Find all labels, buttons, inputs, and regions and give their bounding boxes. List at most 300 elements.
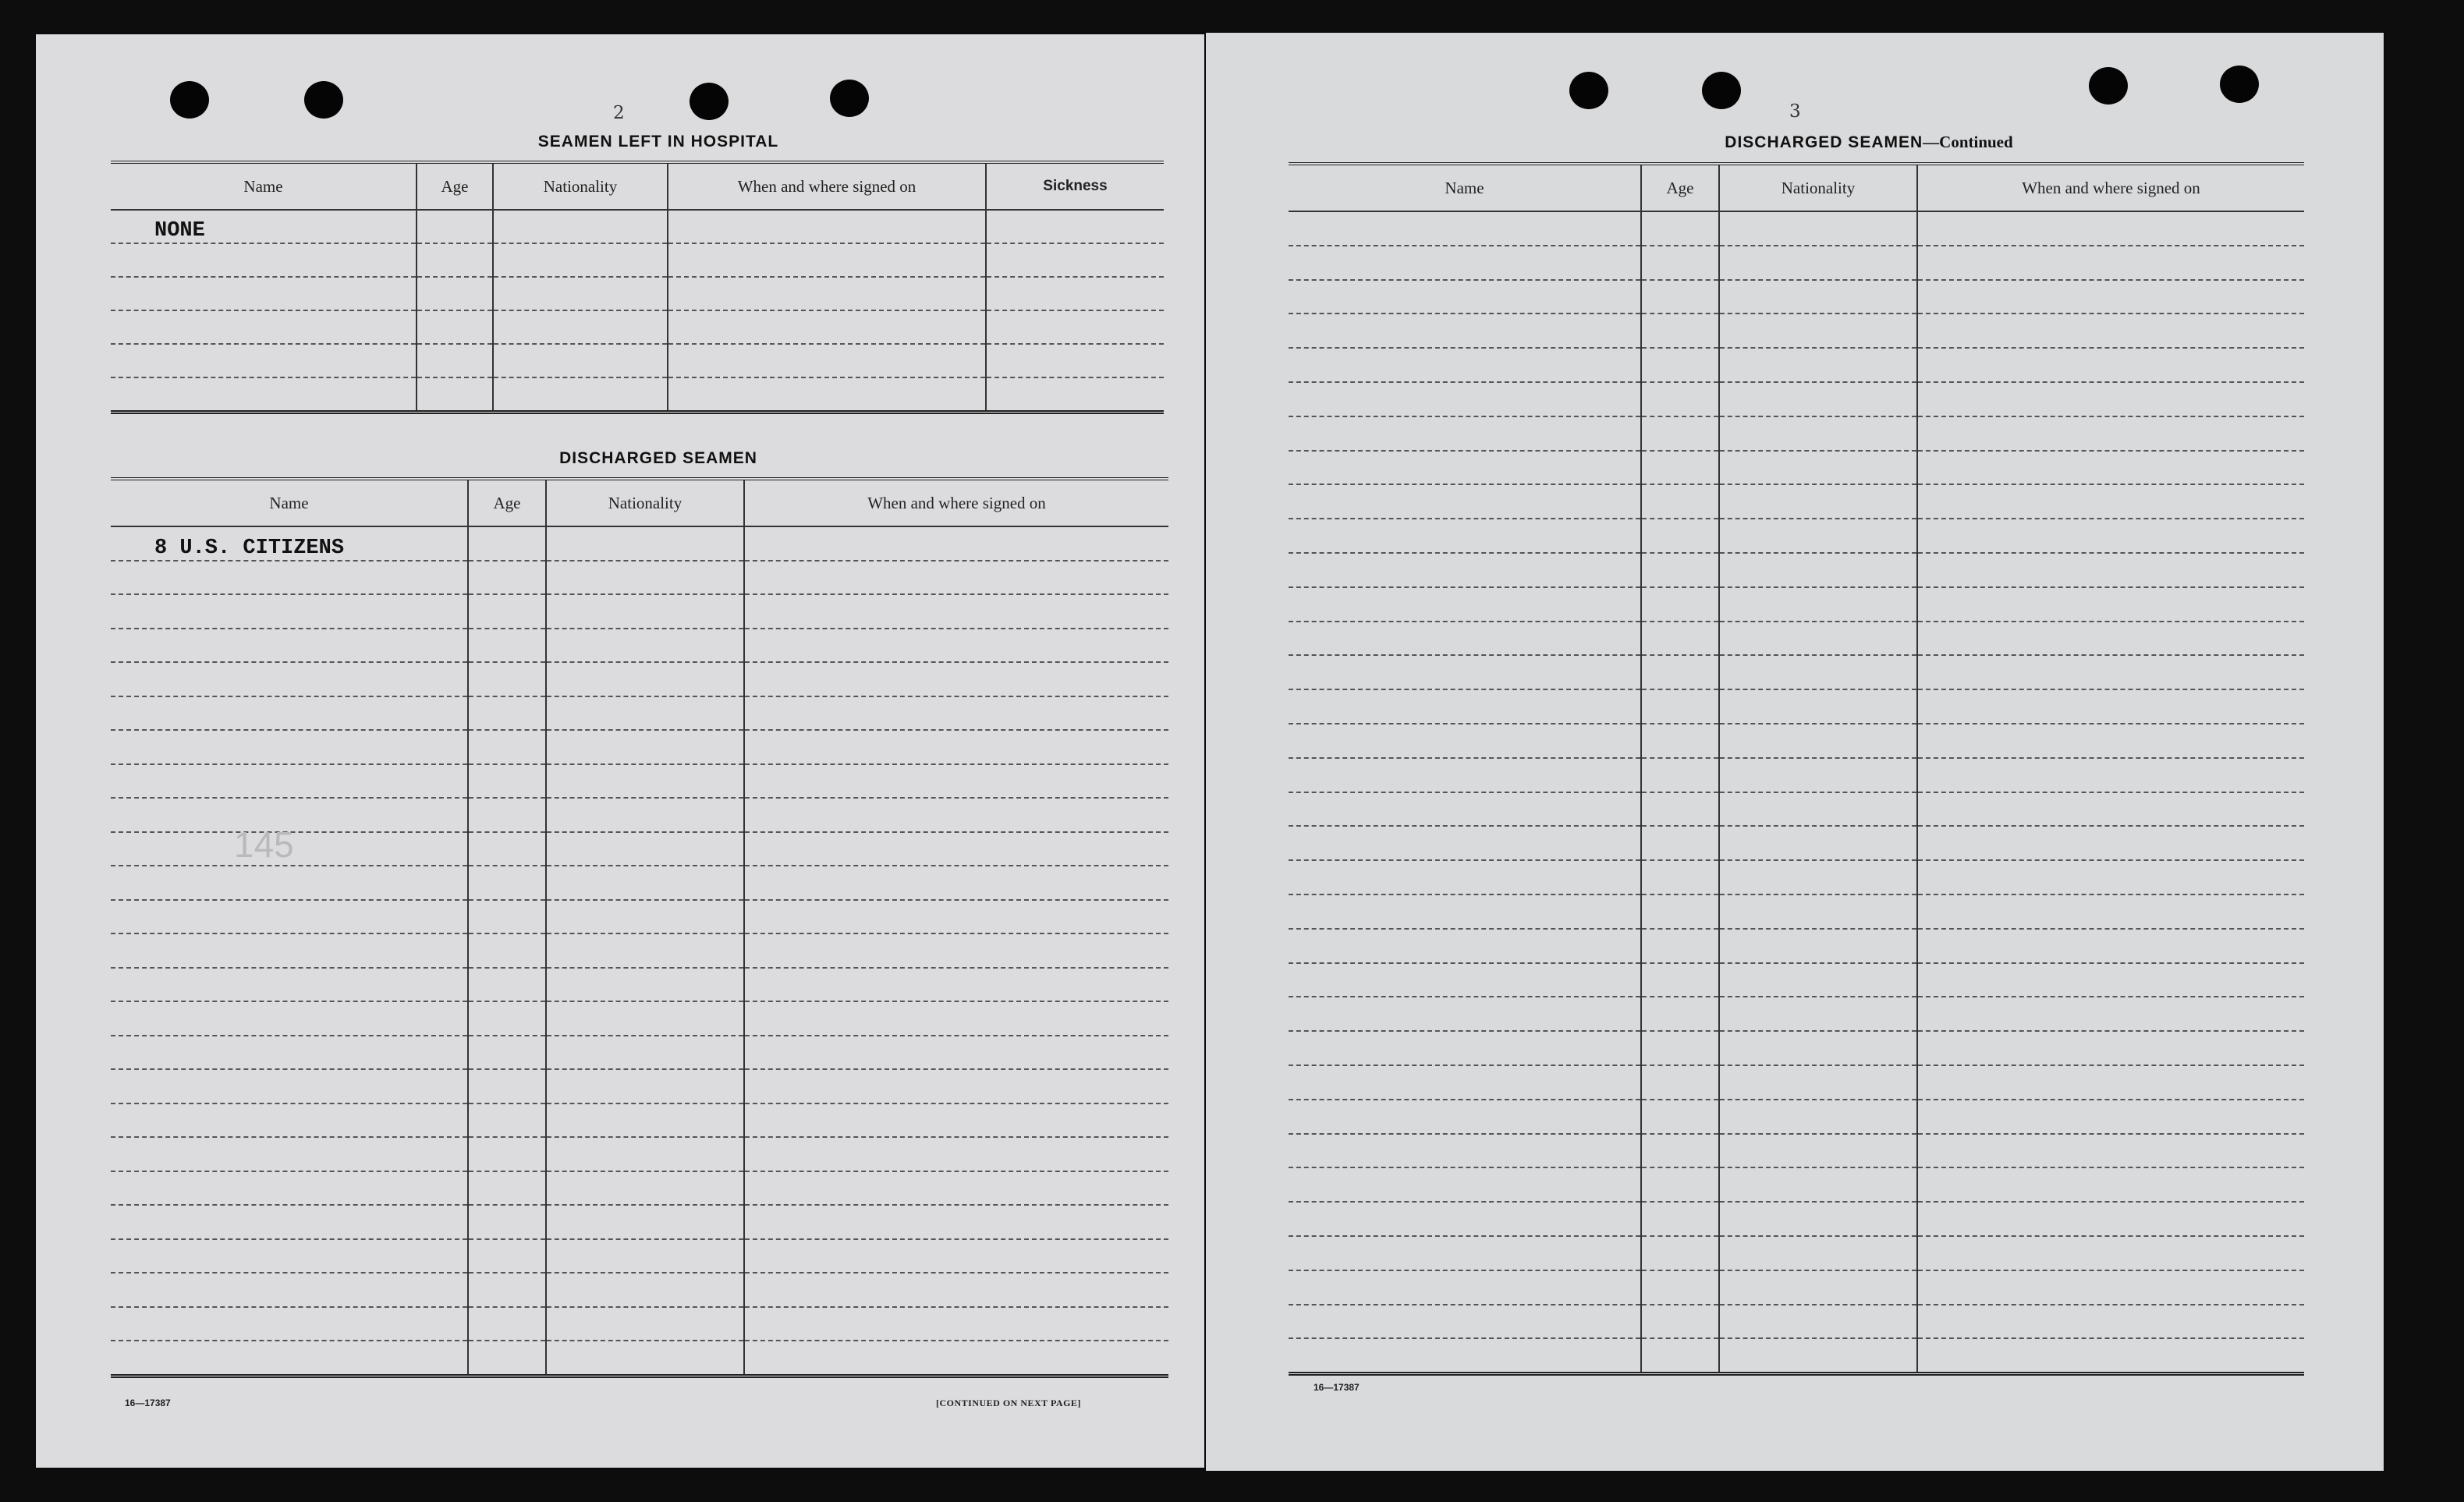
blank-cell xyxy=(1917,1134,2304,1168)
blank-cell xyxy=(744,1103,1168,1138)
blank-cell xyxy=(1719,655,1917,689)
table-row xyxy=(1289,451,2304,485)
blank-cell xyxy=(744,1001,1168,1036)
punch-hole xyxy=(2220,66,2259,103)
blank-cell xyxy=(668,277,986,310)
blank-cell xyxy=(468,1103,546,1138)
blank-cell xyxy=(468,1171,546,1206)
blank-cell xyxy=(986,277,1164,310)
blank-cell xyxy=(1641,1305,1719,1339)
blank-cell xyxy=(1289,929,1641,963)
table-row xyxy=(111,277,1164,310)
table-row xyxy=(111,900,1168,934)
blank-cell xyxy=(744,1171,1168,1206)
table-row xyxy=(1289,519,2304,553)
blank-cell xyxy=(1719,484,1917,519)
table-row xyxy=(1289,724,2304,758)
title-suffix: —Continued xyxy=(1923,133,2013,151)
table-row xyxy=(111,1307,1168,1341)
table-row xyxy=(1289,314,2304,348)
blank-cell xyxy=(1917,314,2304,348)
blank-cell xyxy=(1719,1338,1917,1373)
blank-cell xyxy=(546,1069,744,1103)
blank-cell xyxy=(986,377,1164,413)
blank-cell xyxy=(1917,622,2304,656)
blank-cell xyxy=(546,1036,744,1070)
blank-cell xyxy=(417,377,493,413)
blank-cell xyxy=(1719,1305,1917,1339)
blank-cell xyxy=(1289,1167,1641,1202)
blank-cell xyxy=(1641,1202,1719,1236)
table-row xyxy=(1289,211,2304,246)
column-header-signed-on: When and where signed on xyxy=(1917,164,2304,211)
blank-cell xyxy=(493,210,668,243)
blank-cell xyxy=(417,243,493,277)
blank-cell xyxy=(1641,1031,1719,1065)
blank-cell xyxy=(1719,894,1917,929)
blank-cell xyxy=(111,968,468,1002)
blank-cell xyxy=(1719,860,1917,894)
blank-cell xyxy=(744,526,1168,561)
blank-cell xyxy=(1641,246,1719,280)
table-row xyxy=(111,310,1164,344)
blank-cell xyxy=(111,243,417,277)
blank-cell xyxy=(744,764,1168,799)
table-row xyxy=(1289,1338,2304,1373)
punch-hole xyxy=(830,80,869,117)
blank-cell xyxy=(744,629,1168,663)
blank-cell xyxy=(111,1341,468,1376)
blank-cell xyxy=(744,730,1168,764)
faint-handwritten-mark: 145 xyxy=(234,824,294,865)
table-row xyxy=(1289,348,2304,382)
table-row xyxy=(1289,553,2304,587)
blank-cell xyxy=(468,629,546,663)
blank-cell xyxy=(1641,758,1719,792)
blank-cell xyxy=(111,900,468,934)
blank-cell xyxy=(468,1341,546,1376)
discharged-table xyxy=(111,477,1168,1378)
blank-cell xyxy=(986,344,1164,377)
blank-cell xyxy=(111,1069,468,1103)
blank-cell xyxy=(1641,1338,1719,1373)
blank-cell xyxy=(744,1307,1168,1341)
table-row xyxy=(1289,280,2304,314)
blank-cell xyxy=(1289,792,1641,827)
blank-cell xyxy=(1289,689,1641,724)
table-row xyxy=(1289,1236,2304,1270)
blank-cell xyxy=(744,968,1168,1002)
blank-cell xyxy=(1917,211,2304,246)
table-row xyxy=(1289,792,2304,827)
blank-cell xyxy=(1641,1100,1719,1134)
table-row xyxy=(1289,929,2304,963)
blank-cell xyxy=(744,900,1168,934)
blank-cell xyxy=(468,832,546,866)
blank-cell xyxy=(1289,1134,1641,1168)
blank-cell xyxy=(744,798,1168,832)
blank-cell xyxy=(1289,1202,1641,1236)
table-row xyxy=(111,866,1168,900)
blank-cell xyxy=(417,310,493,344)
punch-hole xyxy=(170,81,209,119)
blank-cell xyxy=(1917,1236,2304,1270)
blank-cell xyxy=(1289,724,1641,758)
blank-cell xyxy=(546,696,744,731)
blank-cell xyxy=(468,968,546,1002)
blank-cell xyxy=(111,594,468,629)
blank-cell xyxy=(1917,894,2304,929)
table-row xyxy=(1289,689,2304,724)
blank-cell xyxy=(1917,246,2304,280)
blank-cell xyxy=(1289,622,1641,656)
discharged-section-title: DISCHARGED SEAMEN xyxy=(559,449,757,467)
blank-cell xyxy=(546,1307,744,1341)
blank-cell xyxy=(1641,792,1719,827)
table-row xyxy=(111,377,1164,413)
blank-cell xyxy=(668,377,986,413)
table-row xyxy=(1289,1167,2304,1202)
blank-cell xyxy=(493,310,668,344)
blank-cell xyxy=(744,1273,1168,1307)
blank-cell xyxy=(986,310,1164,344)
table-row xyxy=(111,764,1168,799)
blank-cell xyxy=(546,1103,744,1138)
continued-note: [CONTINUED ON NEXT PAGE] xyxy=(936,1397,1081,1408)
blank-cell xyxy=(1641,929,1719,963)
column-header-name: Name xyxy=(111,162,417,210)
blank-cell xyxy=(111,696,468,731)
blank-cell xyxy=(1917,519,2304,553)
table-row xyxy=(111,629,1168,663)
blank-cell xyxy=(111,310,417,344)
blank-cell xyxy=(468,1273,546,1307)
blank-cell xyxy=(1719,553,1917,587)
blank-cell xyxy=(1289,451,1641,485)
blank-cell xyxy=(1289,246,1641,280)
blank-cell xyxy=(1917,655,2304,689)
blank-cell xyxy=(111,1307,468,1341)
blank-cell xyxy=(1917,758,2304,792)
blank-cell xyxy=(111,764,468,799)
table-row xyxy=(111,210,1164,243)
table-row xyxy=(1289,587,2304,622)
blank-cell xyxy=(1641,484,1719,519)
blank-cell xyxy=(1917,451,2304,485)
blank-cell xyxy=(111,1171,468,1206)
name-entry: 8 U.S. CITIZENS xyxy=(111,526,468,561)
hospital-section-title: SEAMEN LEFT IN HOSPITAL xyxy=(537,133,779,151)
blank-cell xyxy=(1917,1065,2304,1100)
blank-cell xyxy=(111,1103,468,1138)
blank-cell xyxy=(111,933,468,968)
blank-cell xyxy=(468,764,546,799)
blank-cell xyxy=(1289,314,1641,348)
table-row xyxy=(111,1171,1168,1206)
blank-cell xyxy=(468,561,546,595)
blank-cell xyxy=(468,798,546,832)
blank-cell xyxy=(1917,280,2304,314)
blank-cell xyxy=(468,696,546,731)
blank-cell xyxy=(986,210,1164,243)
table-row xyxy=(111,1273,1168,1307)
blank-cell xyxy=(546,1239,744,1274)
name-entry: NONE xyxy=(111,210,417,243)
blank-cell xyxy=(744,1137,1168,1171)
blank-cell xyxy=(1917,484,2304,519)
blank-cell xyxy=(111,277,417,310)
blank-cell xyxy=(1719,792,1917,827)
blank-cell xyxy=(1289,963,1641,997)
blank-cell xyxy=(1917,1031,2304,1065)
blank-cell xyxy=(468,900,546,934)
blank-cell xyxy=(468,662,546,696)
table-row xyxy=(111,1137,1168,1171)
blank-cell xyxy=(468,933,546,968)
table-row xyxy=(1289,484,2304,519)
blank-cell xyxy=(744,662,1168,696)
page-number: 3 xyxy=(1789,101,1801,122)
blank-cell xyxy=(1289,348,1641,382)
blank-cell xyxy=(668,344,986,377)
blank-cell xyxy=(744,1341,1168,1376)
blank-cell xyxy=(1641,622,1719,656)
title-main: DISCHARGED SEAMEN xyxy=(1725,133,1923,151)
blank-cell xyxy=(1641,826,1719,860)
blank-cell xyxy=(1719,826,1917,860)
blank-cell xyxy=(1289,484,1641,519)
blank-cell xyxy=(668,243,986,277)
blank-cell xyxy=(744,933,1168,968)
form-code: 16—17387 xyxy=(125,1397,171,1408)
blank-cell xyxy=(546,900,744,934)
blank-cell xyxy=(1719,519,1917,553)
right-page xyxy=(1206,33,2384,1471)
blank-cell xyxy=(546,1171,744,1206)
blank-cell xyxy=(1289,997,1641,1031)
blank-cell xyxy=(1917,348,2304,382)
table-row xyxy=(111,933,1168,968)
blank-cell xyxy=(546,933,744,968)
punch-hole xyxy=(690,83,729,120)
table-row xyxy=(1289,382,2304,416)
table-row xyxy=(111,1001,1168,1036)
form-code: 16—17387 xyxy=(1314,1382,1360,1393)
blank-cell xyxy=(1289,416,1641,451)
column-header-signed-on: When and where signed on xyxy=(744,479,1168,526)
blank-cell xyxy=(1641,1236,1719,1270)
blank-cell xyxy=(1719,314,1917,348)
blank-cell xyxy=(417,277,493,310)
punch-hole xyxy=(304,81,343,119)
table-row xyxy=(111,1205,1168,1239)
blank-cell xyxy=(744,1205,1168,1239)
blank-cell xyxy=(1917,1338,2304,1373)
blank-cell xyxy=(1917,929,2304,963)
table-row xyxy=(1289,826,2304,860)
blank-cell xyxy=(744,832,1168,866)
table-row xyxy=(1289,622,2304,656)
table-row xyxy=(111,594,1168,629)
blank-cell xyxy=(1289,1031,1641,1065)
blank-cell xyxy=(1917,724,2304,758)
blank-cell xyxy=(1719,963,1917,997)
blank-cell xyxy=(1289,382,1641,416)
table-row xyxy=(111,344,1164,377)
table-row xyxy=(111,1036,1168,1070)
table-row xyxy=(111,1341,1168,1376)
blank-cell xyxy=(1917,382,2304,416)
blank-cell xyxy=(1641,314,1719,348)
column-header-signed-on: When and where signed on xyxy=(668,162,986,210)
blank-cell xyxy=(1641,211,1719,246)
blank-cell xyxy=(546,594,744,629)
blank-cell xyxy=(468,1069,546,1103)
blank-cell xyxy=(111,1001,468,1036)
blank-cell xyxy=(1917,587,2304,622)
punch-hole xyxy=(1702,72,1741,109)
hospital-table xyxy=(111,161,1164,414)
blank-cell xyxy=(1917,860,2304,894)
table-row xyxy=(111,696,1168,731)
blank-cell xyxy=(1289,1305,1641,1339)
blank-cell xyxy=(1917,1100,2304,1134)
blank-cell xyxy=(1917,1270,2304,1305)
blank-cell xyxy=(1289,826,1641,860)
blank-cell xyxy=(1719,211,1917,246)
blank-cell xyxy=(417,344,493,377)
table-row xyxy=(111,968,1168,1002)
blank-cell xyxy=(744,1036,1168,1070)
blank-cell xyxy=(1289,587,1641,622)
blank-cell xyxy=(1917,1202,2304,1236)
left-page xyxy=(36,34,1204,1468)
column-header-age: Age xyxy=(468,479,546,526)
blank-cell xyxy=(1641,724,1719,758)
blank-cell xyxy=(1719,246,1917,280)
blank-cell xyxy=(546,1273,744,1307)
blank-cell xyxy=(1719,1236,1917,1270)
blank-cell xyxy=(468,1001,546,1036)
table-row xyxy=(111,662,1168,696)
blank-cell xyxy=(468,866,546,900)
blank-cell xyxy=(668,210,986,243)
blank-cell xyxy=(111,377,417,413)
blank-cell xyxy=(493,344,668,377)
blank-cell xyxy=(111,561,468,595)
blank-cell xyxy=(111,1239,468,1274)
blank-cell xyxy=(546,730,744,764)
blank-cell xyxy=(546,832,744,866)
blank-cell xyxy=(546,968,744,1002)
blank-cell xyxy=(1917,792,2304,827)
blank-cell xyxy=(1641,1270,1719,1305)
blank-cell xyxy=(1719,280,1917,314)
column-header-age: Age xyxy=(417,162,493,210)
blank-cell xyxy=(1641,860,1719,894)
blank-cell xyxy=(111,1137,468,1171)
blank-cell xyxy=(1719,1134,1917,1168)
blank-cell xyxy=(1917,997,2304,1031)
blank-cell xyxy=(1641,382,1719,416)
blank-cell xyxy=(986,243,1164,277)
table-row xyxy=(111,730,1168,764)
blank-cell xyxy=(1719,382,1917,416)
blank-cell xyxy=(1917,963,2304,997)
blank-cell xyxy=(1641,416,1719,451)
blank-cell xyxy=(1917,553,2304,587)
blank-cell xyxy=(546,1205,744,1239)
blank-cell xyxy=(1641,689,1719,724)
blank-cell xyxy=(111,730,468,764)
blank-cell xyxy=(1289,1338,1641,1373)
blank-cell xyxy=(1641,280,1719,314)
blank-cell xyxy=(1719,1065,1917,1100)
blank-cell xyxy=(1719,689,1917,724)
table-row xyxy=(1289,894,2304,929)
blank-cell xyxy=(1641,1134,1719,1168)
blank-cell xyxy=(1289,211,1641,246)
table-row xyxy=(1289,860,2304,894)
blank-cell xyxy=(744,561,1168,595)
blank-cell xyxy=(468,1205,546,1239)
blank-cell xyxy=(1719,758,1917,792)
blank-cell xyxy=(546,526,744,561)
blank-cell xyxy=(1641,894,1719,929)
blank-cell xyxy=(1917,689,2304,724)
blank-cell xyxy=(1289,1100,1641,1134)
blank-cell xyxy=(744,1239,1168,1274)
blank-cell xyxy=(468,730,546,764)
blank-cell xyxy=(1719,997,1917,1031)
blank-cell xyxy=(493,243,668,277)
blank-cell xyxy=(546,662,744,696)
blank-cell xyxy=(1917,826,2304,860)
blank-cell xyxy=(546,1001,744,1036)
table-row xyxy=(1289,758,2304,792)
blank-cell xyxy=(1719,1270,1917,1305)
blank-cell xyxy=(1917,1167,2304,1202)
column-header-nationality: Nationality xyxy=(1719,164,1917,211)
table-row xyxy=(1289,1202,2304,1236)
blank-cell xyxy=(744,696,1168,731)
punch-hole xyxy=(2089,67,2128,105)
table-row xyxy=(1289,416,2304,451)
page-number: 2 xyxy=(613,103,625,123)
discharged-continued-table xyxy=(1289,162,2304,1376)
table-row xyxy=(1289,246,2304,280)
table-row xyxy=(1289,997,2304,1031)
blank-cell xyxy=(493,377,668,413)
table-row xyxy=(111,1239,1168,1274)
blank-cell xyxy=(668,310,986,344)
table-row xyxy=(1289,1270,2304,1305)
table-row xyxy=(1289,963,2304,997)
discharged-continued-title xyxy=(1440,133,2298,152)
table-row xyxy=(111,526,1168,561)
blank-cell xyxy=(1289,860,1641,894)
blank-cell xyxy=(1289,1236,1641,1270)
blank-cell xyxy=(546,866,744,900)
blank-cell xyxy=(1289,280,1641,314)
column-header-name: Name xyxy=(1289,164,1641,211)
column-header-nationality: Nationality xyxy=(546,479,744,526)
blank-cell xyxy=(111,344,417,377)
blank-cell xyxy=(1719,451,1917,485)
blank-cell xyxy=(1641,655,1719,689)
blank-cell xyxy=(1917,1305,2304,1339)
blank-cell xyxy=(468,594,546,629)
